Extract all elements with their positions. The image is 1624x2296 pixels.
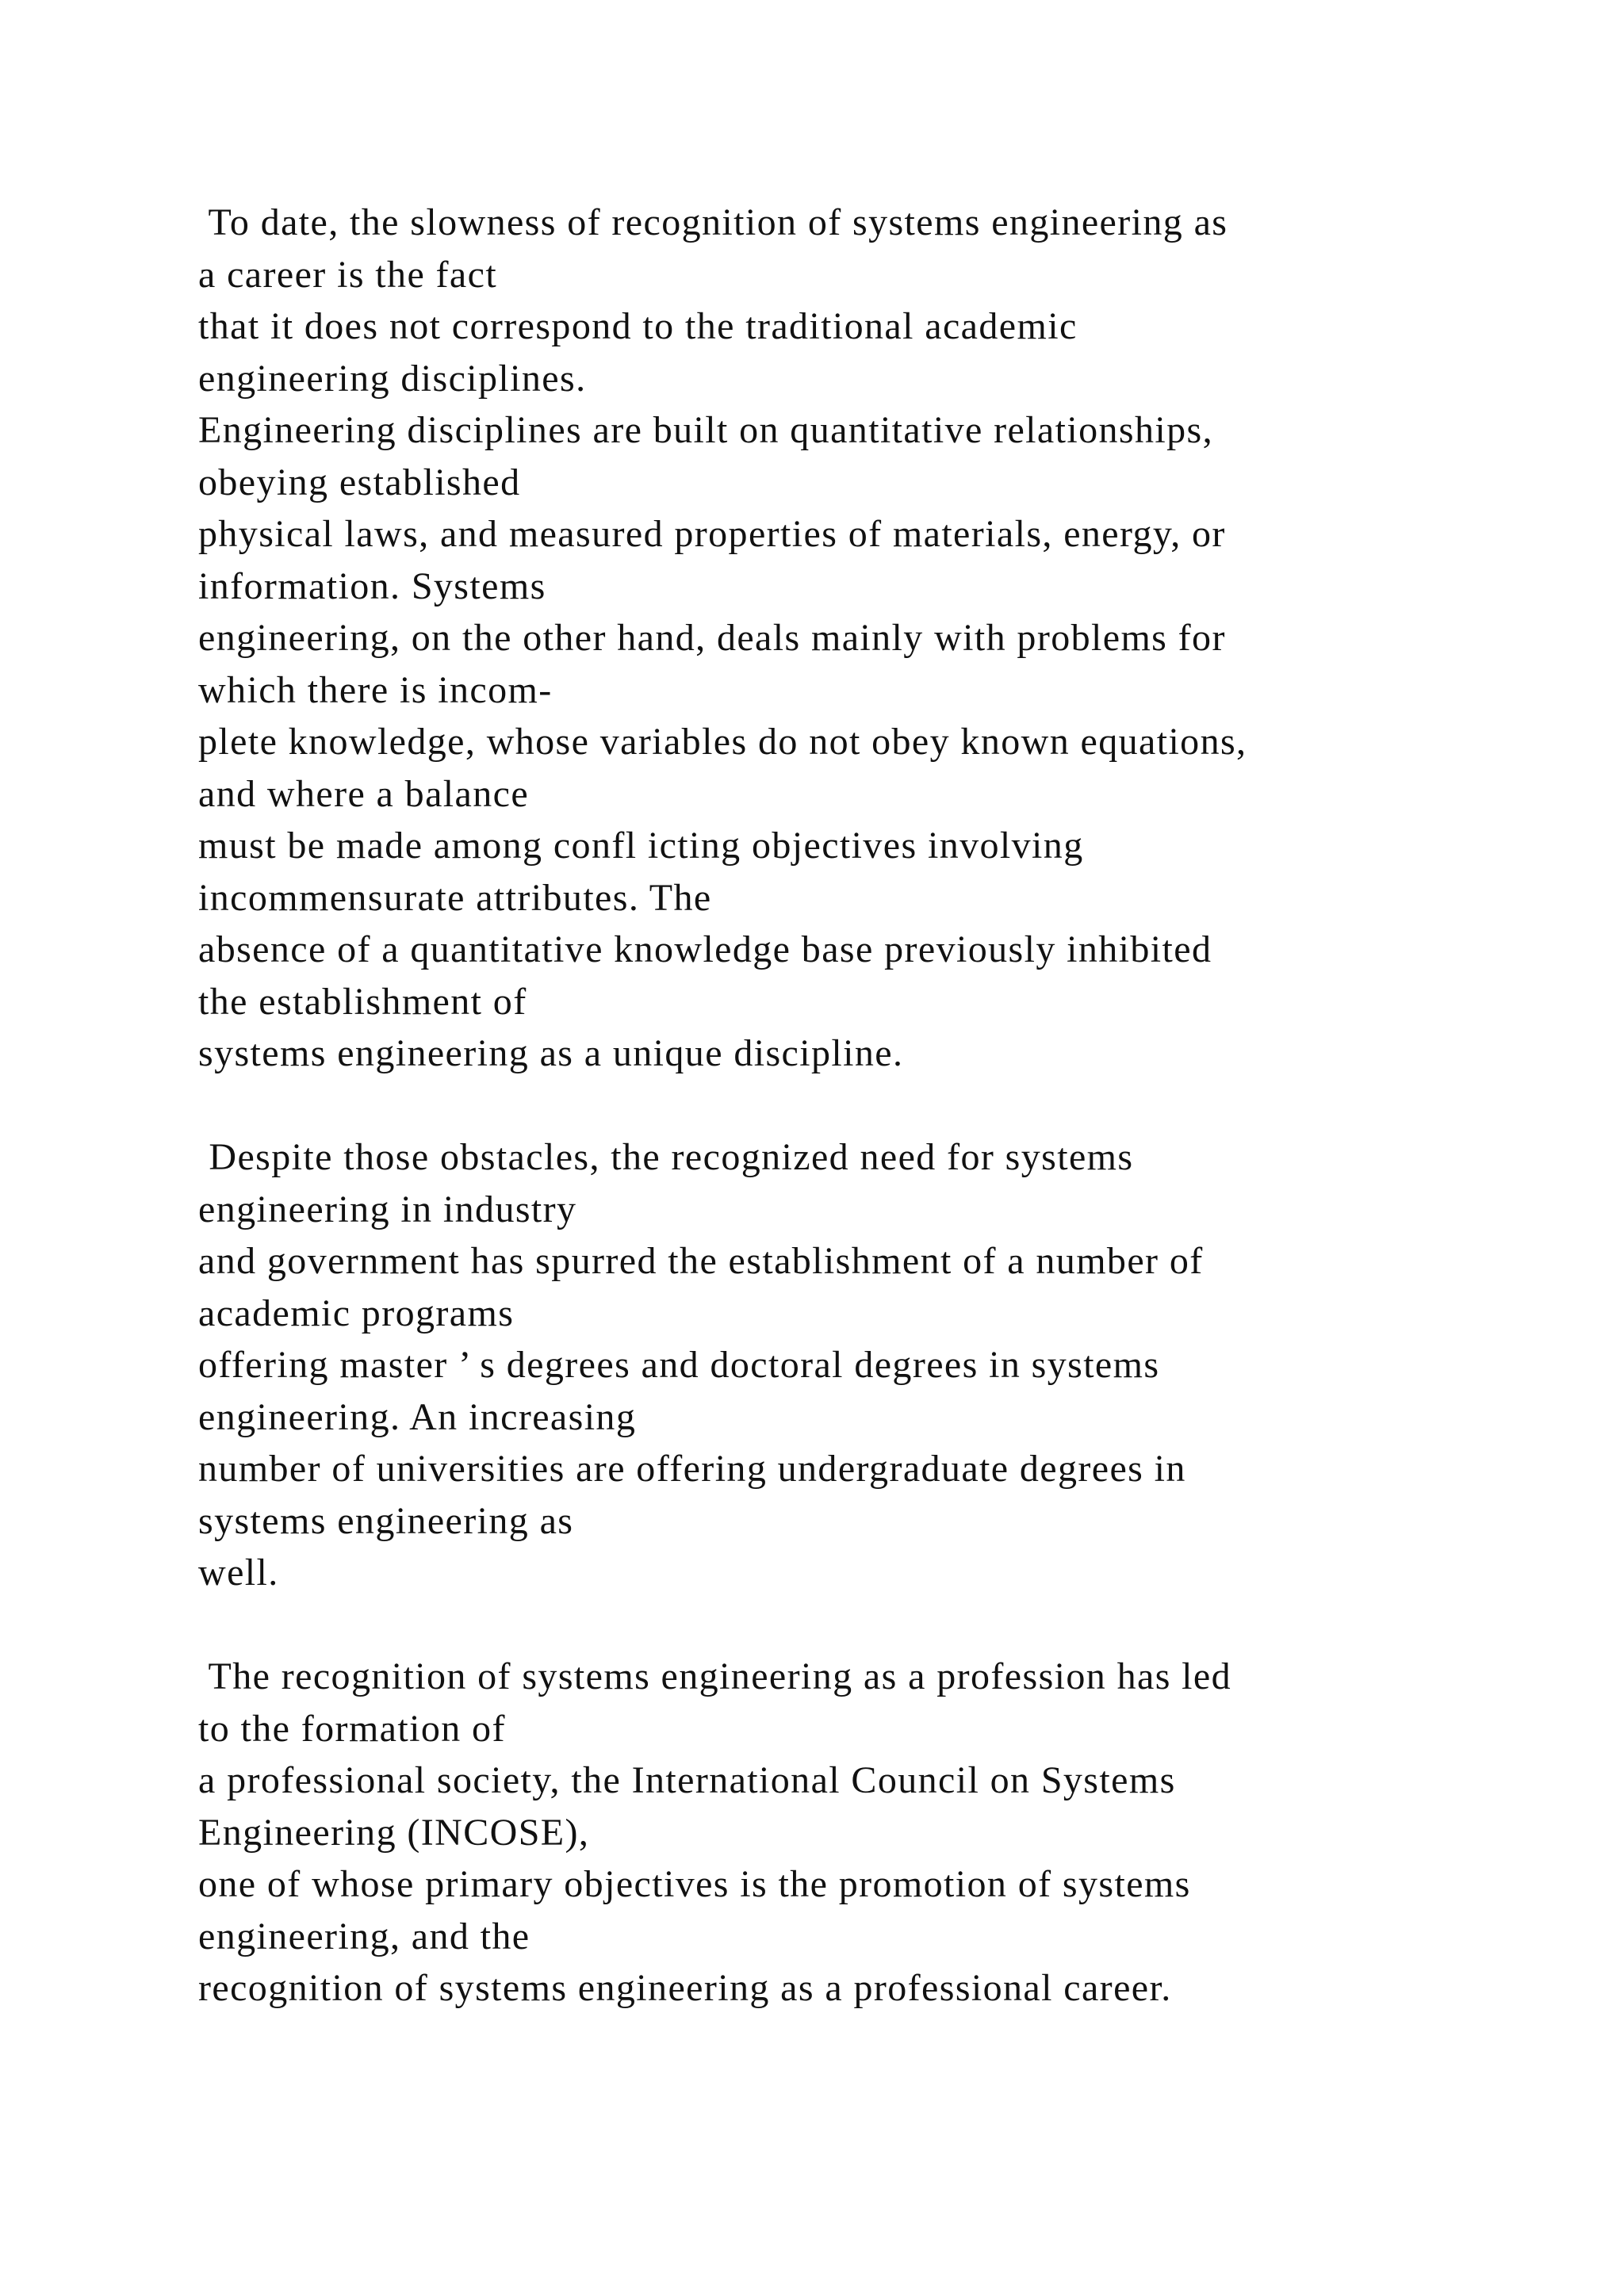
text-line: systems engineering as a unique discipline. <box>198 1032 904 1074</box>
text-line: academic programs <box>198 1292 515 1334</box>
text-line: one of whose primary objectives is the promotion of systems <box>198 1863 1191 1905</box>
text-line: plete knowledge, whose variables do not obey known equations, <box>198 721 1247 763</box>
text-line: to the formation of <box>198 1707 506 1750</box>
text-line: Engineering disciplines are built on quantitative relationships, <box>198 409 1213 451</box>
text-line: a career is the fact <box>198 253 498 296</box>
text-line: must be made among confl icting objectives involving <box>198 825 1084 867</box>
text-line: a professional society, the International Council on Systems <box>198 1759 1176 1801</box>
text-line: that it does not correspond to the traditional academic <box>198 305 1078 347</box>
paragraph-3 <box>198 1651 1594 2015</box>
text-line: information. Systems <box>198 564 546 607</box>
text-line: Despite those obstacles, the recognized need for systems <box>198 1136 1134 1178</box>
text-line: absence of a quantitative knowledge base previously inhibited <box>198 928 1212 970</box>
text-line: The recognition of systems engineering as a profession has led <box>198 1655 1232 1697</box>
text-line: recognition of systems engineering as a professional career. <box>198 1967 1172 2009</box>
paragraph-2 <box>198 1131 1594 1599</box>
text-line: engineering, on the other hand, deals mainly with problems for <box>198 617 1226 659</box>
text-line: engineering in industry <box>198 1188 577 1230</box>
text-line: physical laws, and measured properties of materials, energy, or <box>198 513 1226 555</box>
text-line: number of universities are offering undergraduate degrees in <box>198 1448 1186 1490</box>
text-line: and where a balance <box>198 772 530 815</box>
text-line: incommensurate attributes. The <box>198 876 712 919</box>
text-line: engineering, and the <box>198 1915 530 1957</box>
text-line: To date, the slowness of recognition of systems engineering as <box>198 201 1228 243</box>
text-line: systems engineering as <box>198 1499 574 1542</box>
text-line: engineering disciplines. <box>198 357 587 400</box>
text-line: offering master ’ s degrees and doctoral degrees in systems <box>198 1344 1160 1386</box>
text-line: well. <box>198 1552 279 1594</box>
text-line: the establishment of <box>198 980 527 1023</box>
text-line: engineering. An increasing <box>198 1395 637 1438</box>
text-line: Engineering (INCOSE), <box>198 1811 590 1854</box>
paragraph-1 <box>198 197 1594 1080</box>
text-line: and government has spurred the establishment of a number of <box>198 1240 1204 1282</box>
text-line: obeying established <box>198 461 521 503</box>
document-body <box>198 197 1594 2066</box>
text-line: which there is incom- <box>198 668 553 711</box>
